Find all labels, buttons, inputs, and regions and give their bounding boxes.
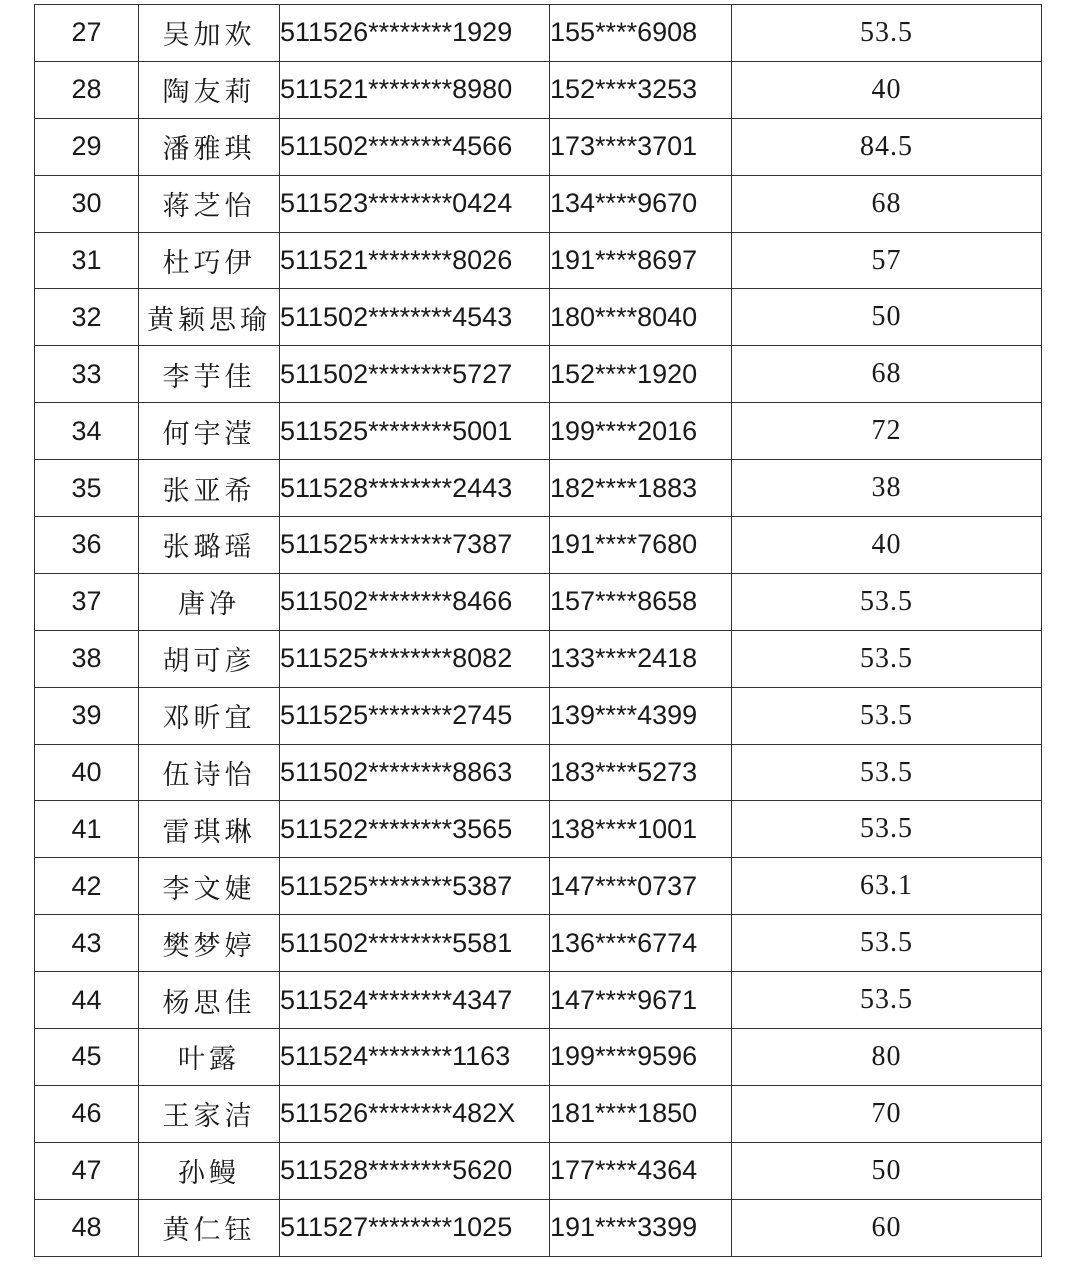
table-row — [35, 1199, 1042, 1256]
phone-number: 182****1883 — [550, 460, 732, 517]
person-name: 李文婕 — [139, 858, 280, 915]
table-row — [35, 915, 1042, 972]
id-number: 511528********5620 — [280, 1142, 550, 1199]
phone-number: 136****6774 — [550, 915, 732, 972]
person-name: 张亚希 — [139, 460, 280, 517]
table-row — [35, 118, 1042, 175]
phone-number: 147****9671 — [550, 972, 732, 1029]
id-number: 511526********482X — [280, 1085, 550, 1142]
row-number: 46 — [35, 1085, 139, 1142]
phone-number: 199****9596 — [550, 1029, 732, 1086]
phone-number: 157****8658 — [550, 573, 732, 630]
id-number: 511527********1025 — [280, 1199, 550, 1256]
id-number: 511521********8026 — [280, 232, 550, 289]
person-name: 叶露 — [139, 1029, 280, 1086]
score-value: 53.5 — [732, 744, 1042, 801]
phone-number: 181****1850 — [550, 1085, 732, 1142]
phone-number: 147****0737 — [550, 858, 732, 915]
score-value: 50 — [732, 1142, 1042, 1199]
row-number: 30 — [35, 175, 139, 232]
score-value: 40 — [732, 517, 1042, 574]
score-value: 53.5 — [732, 630, 1042, 687]
table-row — [35, 630, 1042, 687]
phone-number: 173****3701 — [550, 118, 732, 175]
person-name: 王家洁 — [139, 1085, 280, 1142]
phone-number: 183****5273 — [550, 744, 732, 801]
person-name: 孙鳗 — [139, 1142, 280, 1199]
score-value: 63.1 — [732, 858, 1042, 915]
phone-number: 155****6908 — [550, 5, 732, 62]
id-number: 511523********0424 — [280, 175, 550, 232]
table-row — [35, 517, 1042, 574]
table-row — [35, 289, 1042, 346]
score-value: 60 — [732, 1199, 1042, 1256]
id-number: 511525********7387 — [280, 517, 550, 574]
score-value: 53.5 — [732, 972, 1042, 1029]
score-value: 53.5 — [732, 915, 1042, 972]
phone-number: 180****8040 — [550, 289, 732, 346]
id-number: 511525********2745 — [280, 687, 550, 744]
id-number: 511521********8980 — [280, 61, 550, 118]
phone-number: 199****2016 — [550, 403, 732, 460]
row-number: 48 — [35, 1199, 139, 1256]
score-value: 57 — [732, 232, 1042, 289]
id-number: 511526********1929 — [280, 5, 550, 62]
id-number: 511502********8466 — [280, 573, 550, 630]
table-row — [35, 573, 1042, 630]
table-row — [35, 175, 1042, 232]
person-name: 胡可彦 — [139, 630, 280, 687]
row-number: 44 — [35, 972, 139, 1029]
person-name: 唐净 — [139, 573, 280, 630]
id-number: 511528********2443 — [280, 460, 550, 517]
table-row — [35, 403, 1042, 460]
score-value: 68 — [732, 346, 1042, 403]
score-value: 53.5 — [732, 687, 1042, 744]
row-number: 28 — [35, 61, 139, 118]
phone-number: 191****3399 — [550, 1199, 732, 1256]
score-value: 68 — [732, 175, 1042, 232]
table-row — [35, 1142, 1042, 1199]
id-number: 511502********8863 — [280, 744, 550, 801]
person-name: 吴加欢 — [139, 5, 280, 62]
id-number: 511524********4347 — [280, 972, 550, 1029]
row-number: 37 — [35, 573, 139, 630]
person-name: 张璐瑶 — [139, 517, 280, 574]
id-number: 511502********4543 — [280, 289, 550, 346]
score-value: 84.5 — [732, 118, 1042, 175]
table-row — [35, 972, 1042, 1029]
row-number: 34 — [35, 403, 139, 460]
row-number: 40 — [35, 744, 139, 801]
row-number: 29 — [35, 118, 139, 175]
person-name: 杨思佳 — [139, 972, 280, 1029]
table-row — [35, 5, 1042, 62]
id-number: 511525********8082 — [280, 630, 550, 687]
person-name: 樊梦婷 — [139, 915, 280, 972]
id-number: 511502********5581 — [280, 915, 550, 972]
row-number: 36 — [35, 517, 139, 574]
table-row — [35, 232, 1042, 289]
roster-table — [34, 4, 1042, 1257]
phone-number: 177****4364 — [550, 1142, 732, 1199]
person-name: 何宇滢 — [139, 403, 280, 460]
phone-number: 191****7680 — [550, 517, 732, 574]
table-row — [35, 801, 1042, 858]
id-number: 511525********5387 — [280, 858, 550, 915]
phone-number: 139****4399 — [550, 687, 732, 744]
score-value: 38 — [732, 460, 1042, 517]
table-row — [35, 460, 1042, 517]
score-value: 80 — [732, 1029, 1042, 1086]
row-number: 45 — [35, 1029, 139, 1086]
person-name: 李芋佳 — [139, 346, 280, 403]
person-name: 黄颖思瑜 — [139, 289, 280, 346]
phone-number: 152****3253 — [550, 61, 732, 118]
score-value: 40 — [732, 61, 1042, 118]
phone-number: 152****1920 — [550, 346, 732, 403]
person-name: 陶友莉 — [139, 61, 280, 118]
row-number: 39 — [35, 687, 139, 744]
phone-number: 134****9670 — [550, 175, 732, 232]
score-value: 53.5 — [732, 5, 1042, 62]
person-name: 蒋芝怡 — [139, 175, 280, 232]
table-row — [35, 61, 1042, 118]
table-row — [35, 1085, 1042, 1142]
id-number: 511525********5001 — [280, 403, 550, 460]
row-number: 41 — [35, 801, 139, 858]
score-value: 72 — [732, 403, 1042, 460]
score-value: 53.5 — [732, 801, 1042, 858]
table-row — [35, 858, 1042, 915]
row-number: 47 — [35, 1142, 139, 1199]
person-name: 潘雅琪 — [139, 118, 280, 175]
row-number: 35 — [35, 460, 139, 517]
score-value: 50 — [732, 289, 1042, 346]
table-row — [35, 687, 1042, 744]
row-number: 32 — [35, 289, 139, 346]
phone-number: 138****1001 — [550, 801, 732, 858]
row-number: 38 — [35, 630, 139, 687]
roster-table-body — [35, 5, 1042, 1257]
id-number: 511502********5727 — [280, 346, 550, 403]
person-name: 杜巧伊 — [139, 232, 280, 289]
person-name: 邓昕宜 — [139, 687, 280, 744]
score-value: 53.5 — [732, 573, 1042, 630]
phone-number: 133****2418 — [550, 630, 732, 687]
table-row — [35, 1029, 1042, 1086]
table-row — [35, 346, 1042, 403]
row-number: 31 — [35, 232, 139, 289]
row-number: 33 — [35, 346, 139, 403]
score-value: 70 — [732, 1085, 1042, 1142]
id-number: 511524********1163 — [280, 1029, 550, 1086]
person-name: 黄仁钰 — [139, 1199, 280, 1256]
id-number: 511502********4566 — [280, 118, 550, 175]
person-name: 雷琪琳 — [139, 801, 280, 858]
row-number: 43 — [35, 915, 139, 972]
phone-number: 191****8697 — [550, 232, 732, 289]
row-number: 27 — [35, 5, 139, 62]
person-name: 伍诗怡 — [139, 744, 280, 801]
table-row — [35, 744, 1042, 801]
id-number: 511522********3565 — [280, 801, 550, 858]
row-number: 42 — [35, 858, 139, 915]
